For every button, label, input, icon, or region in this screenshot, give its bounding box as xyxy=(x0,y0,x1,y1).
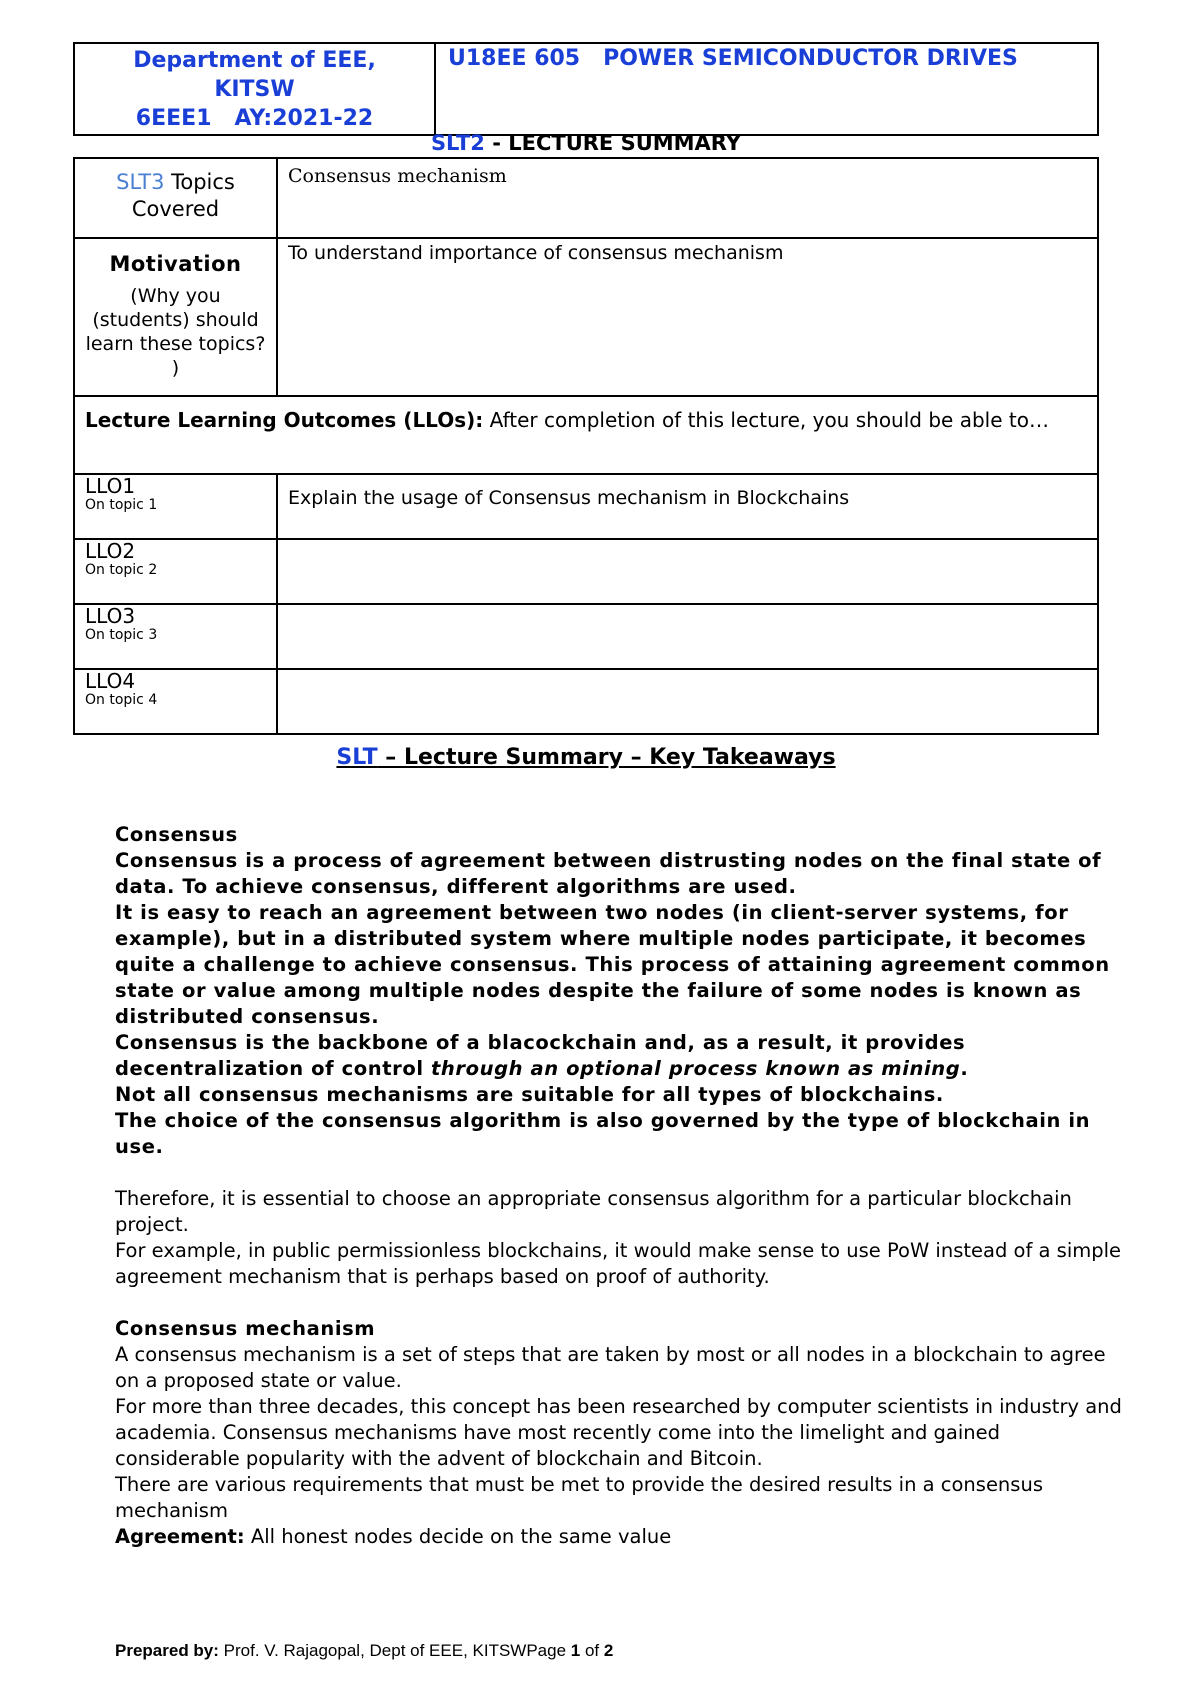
mining-text: through an optional process known as mining xyxy=(431,1057,961,1080)
llo-topic: On topic 4 xyxy=(85,692,158,708)
llo-row xyxy=(74,474,1098,539)
department-name: Department of EEE, xyxy=(133,48,376,73)
llo-id-cell xyxy=(74,474,277,539)
llo-text xyxy=(277,539,1098,604)
lecture-summary-title xyxy=(73,130,1099,156)
llo-id-cell xyxy=(74,669,277,734)
motivation-subtext: (Why you (students) should learn these topics? ) xyxy=(85,285,266,379)
of-label: of xyxy=(580,1641,604,1660)
llo-intro xyxy=(74,396,1098,474)
llo-id-cell xyxy=(74,604,277,669)
lecture-content xyxy=(115,822,1125,1550)
topics-label: Topics Covered xyxy=(131,170,235,221)
backbone-text: Consensus is the backbone of a blacockchain and, as a result, it provides decentralization of control xyxy=(115,1031,966,1080)
agreement-paragraph xyxy=(115,1524,1125,1550)
summary-table xyxy=(73,157,1099,735)
prepared-text: Prof. V. Rajagopal, Dept of EEE, KITSW xyxy=(218,1641,527,1660)
class-year: 6EEE1 AY:2021-22 xyxy=(135,106,374,131)
llo-id-cell xyxy=(74,539,277,604)
llo-row xyxy=(74,539,1098,604)
course-title: U18EE 605 POWER SEMICONDUCTOR DRIVES xyxy=(448,46,1018,71)
essential-paragraph: Therefore, it is essential to choose an appropriate consensus algorithm for a particular blockchain project. xyxy=(115,1187,1072,1236)
choice-paragraph: The choice of the consensus algorithm is also governed by the type of blockchain in use. xyxy=(115,1109,1091,1158)
llo-text: Explain the usage of Consensus mechanism in Blockchains xyxy=(277,474,1098,539)
requirements-paragraph: There are various requirements that must be met to provide the desired results in a consensus mechanism xyxy=(115,1473,1043,1522)
llo-topic: On topic 1 xyxy=(85,497,158,513)
llo-id: LLO2 xyxy=(85,539,136,563)
slt2-link[interactable]: SLT2 xyxy=(430,131,485,155)
llo-intro-label: Lecture Learning Outcomes (LLOs): xyxy=(85,408,484,432)
consensus-heading: Consensus xyxy=(115,823,238,846)
mechanism-definition: A consensus mechanism is a set of steps that are taken by most or all nodes in a blockchain to agree on a proposed state or value. xyxy=(115,1343,1106,1392)
backbone-paragraph xyxy=(115,1030,1125,1082)
history-paragraph: For more than three decades, this concept has been researched by computer scientists in industry and academia. Consensus mechanisms have most recently come into the limelight and gained considerable popularity with the advent of blockchain and Bitcoin. xyxy=(115,1395,1122,1470)
llo-id: LLO3 xyxy=(85,604,136,628)
topics-label-cell xyxy=(74,158,277,238)
llo-id: LLO1 xyxy=(85,474,136,498)
key-takeaways-label: – Lecture Summary – Key Takeaways xyxy=(377,745,836,770)
slt-link[interactable]: SLT xyxy=(336,745,378,770)
llo-row xyxy=(74,604,1098,669)
distributed-consensus-paragraph: It is easy to reach an agreement between two nodes (in client-server systems, for example), but in a distributed system where multiple nodes participate, it becomes quite a challenge to achieve consensus. This process of attaining agreement common state or value among multiple nodes despite the failure of some nodes is known as distributed consensus. xyxy=(115,901,1110,1028)
course-cell xyxy=(435,43,1098,135)
header-table xyxy=(73,42,1099,136)
department-cell xyxy=(74,43,435,135)
key-takeaways-title xyxy=(73,745,1099,770)
lecture-summary-label: - LECTURE SUMMARY xyxy=(484,131,742,155)
llo-text xyxy=(277,604,1098,669)
page-number: 1 xyxy=(570,1641,581,1660)
motivation-heading: Motivation xyxy=(109,252,242,276)
prepared-label: Prepared by: xyxy=(115,1641,219,1660)
suitability-paragraph: Not all consensus mechanisms are suitable for all types of blockchains. xyxy=(115,1083,944,1106)
slt3-link[interactable]: SLT3 xyxy=(116,170,165,194)
llo-intro-text: After completion of this lecture, you should be able to… xyxy=(483,408,1049,432)
llo-row xyxy=(74,669,1098,734)
footer xyxy=(115,1641,613,1661)
institute-name: KITSW xyxy=(214,77,295,102)
llo-topic: On topic 3 xyxy=(85,627,158,643)
llo-id: LLO4 xyxy=(85,669,136,693)
motivation-value: To understand importance of consensus mechanism xyxy=(277,238,1098,396)
page-label: Page xyxy=(526,1641,571,1660)
agreement-label: Agreement: xyxy=(115,1525,245,1548)
page-total: 2 xyxy=(603,1641,614,1660)
motivation-label-cell xyxy=(74,238,277,396)
llo-text xyxy=(277,669,1098,734)
topics-value: Consensus mechanism xyxy=(277,158,1098,238)
agreement-text: All honest nodes decide on the same value xyxy=(244,1525,672,1548)
example-paragraph: For example, in public permissionless blockchains, it would make sense to use PoW instead of a simple agreement mechanism that is perhaps based on proof of authority. xyxy=(115,1239,1122,1288)
llo-topic: On topic 2 xyxy=(85,562,158,578)
mechanism-heading: Consensus mechanism xyxy=(115,1317,376,1340)
consensus-definition: Consensus is a process of agreement between distrusting nodes on the final state of data. To achieve consensus, different algorithms are used. xyxy=(115,849,1102,898)
backbone-end: . xyxy=(960,1057,969,1080)
